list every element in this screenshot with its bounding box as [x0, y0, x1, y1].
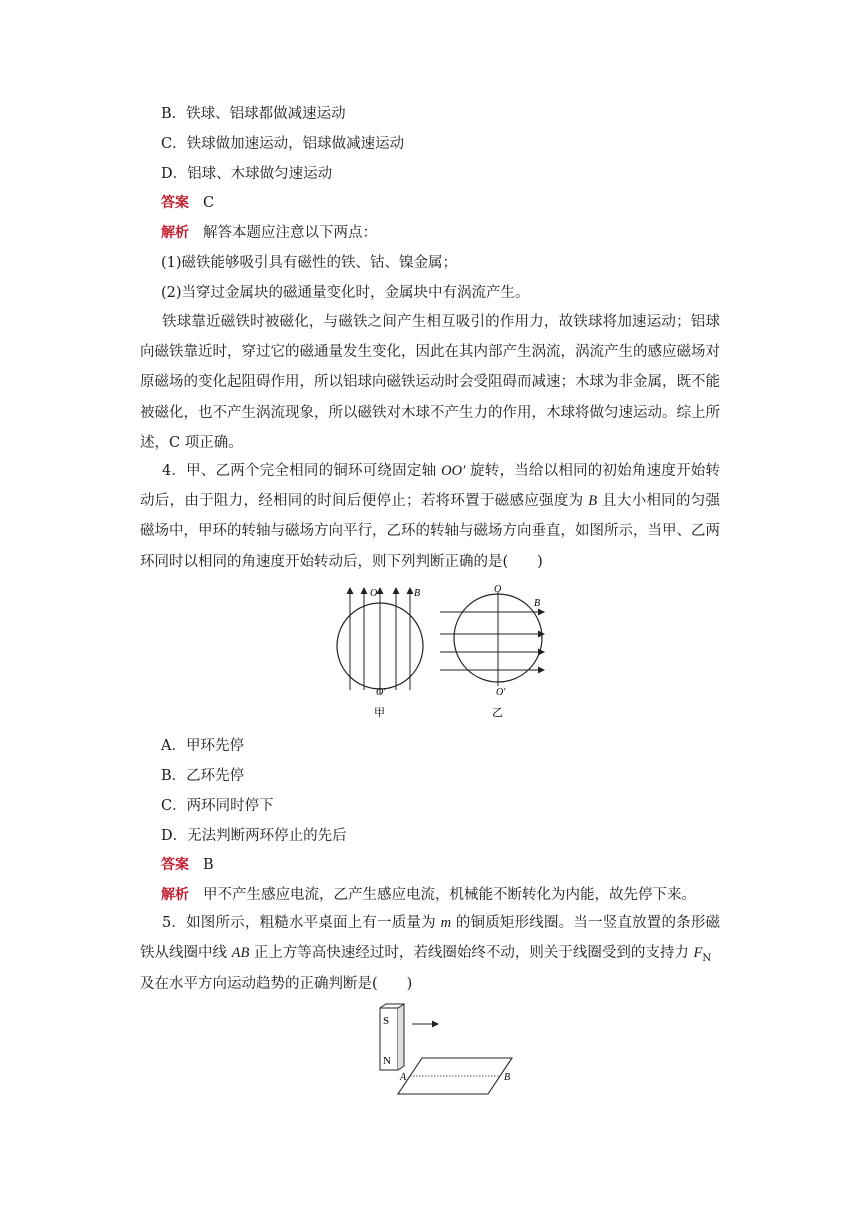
answer-value: C: [203, 195, 215, 211]
answer-value: B: [203, 857, 214, 873]
answer-label: 答案: [161, 857, 189, 873]
label-b-right: B: [534, 598, 541, 609]
q4-option-b: B．乙环先停: [161, 768, 245, 784]
q3-point-1: (1)磁铁能够吸引具有磁性的铁、钴、镍金属；: [161, 255, 458, 271]
label-n: N: [383, 1055, 391, 1067]
q4-option-d: D．无法判断两环停止的先后: [161, 828, 347, 844]
q5-stem: 5．如图所示，粗糙水平桌面上有一质量为 m 的铜质矩形线圈。当一竖直放置的条形磁铁从线圈中线 AB 正上方等高快速经过时，若线圈始终不动，则关于线圈受到的支持力 $F_N$: [140, 915, 720, 965]
label-b-left: B: [414, 588, 421, 599]
label-o-right: O: [494, 584, 502, 595]
force-fn: F: [693, 945, 703, 962]
label-a: A: [400, 1072, 407, 1083]
q4-answer: [161, 855, 214, 875]
label-o-prime-left: O′: [376, 687, 386, 698]
q3-option-b: B．铁球、铝球都做减速运动: [161, 106, 346, 122]
q4-stem: 4．甲、乙两个完全相同的铜环可绕固定轴 OO′ 旋转，当给以相同的初始角速度开始转动后，由于阻力，经相同的时间后便停止；若将环置于磁感应强度为 B 且大小相同的匀强磁场中，甲环的转轴与磁场方向平行，乙环的转轴与磁场方向垂直，如图所示，当甲、乙两环同时以相同的角速度开始转动后，则下列判断正确的是( ): [140, 463, 721, 570]
caption-yi: 乙: [492, 707, 503, 719]
analysis-label: 解析: [161, 887, 189, 903]
label-s: S: [383, 1015, 390, 1027]
q3-option-d: D．铝球、木球做匀速运动: [161, 166, 333, 182]
q3-point-2: (2)当穿过金属块的磁通量变化时，金属块中有涡流产生。: [161, 285, 530, 301]
q5-stem-end: 及在水平方向运动趋势的正确判断是( ): [140, 976, 413, 992]
q3-answer: [161, 193, 214, 213]
q3-explanation: 铁球靠近磁铁时被磁化，与磁铁之间产生相互吸引的作用力，故铁球将加速运动；铝球向磁铁靠近时，穿过它的磁通量发生变化，因此在其内部产生涡流，涡流产生的感应磁场对原磁场的变化起阻碍作用，所以铝球向磁铁运动时会受阻碍而减速；木球为非金属，既不能被磁化，也不产生涡流现象，所以磁铁对木球不产生力的作用，木球将做匀速运动。综上所述，C 项正确。: [140, 314, 720, 451]
field-b: B: [588, 493, 598, 510]
q4-option-a: A．甲环先停: [161, 738, 244, 754]
analysis-label: 解析: [161, 225, 189, 241]
label-o-prime-right: O′: [496, 687, 506, 698]
analysis-text: 甲不产生感应电流，乙产生感应电流，机械能不断转化为内能，故先停下来。: [203, 887, 696, 903]
q3-option-c: C．铁球做加速运动，铝球做减速运动: [161, 136, 405, 152]
label-o-left: O: [370, 588, 378, 599]
ring-yi: [440, 584, 544, 719]
caption-jia: 甲: [374, 707, 385, 719]
q4-figure: [326, 578, 566, 724]
mass-m: m: [440, 915, 452, 931]
q4-option-c: C．两环同时停下: [161, 798, 274, 814]
label-b: B: [504, 1072, 511, 1083]
bar-magnet: [380, 1004, 404, 1070]
ring-jia: [337, 588, 423, 719]
q3-analysis: [161, 223, 377, 243]
q5-figure: [368, 1002, 522, 1106]
coil: [398, 1058, 512, 1094]
line-ab: AB: [231, 945, 250, 962]
answer-label: 答案: [161, 195, 189, 211]
q4-analysis: [161, 885, 696, 905]
analysis-intro: 解答本题应注意以下两点：: [203, 225, 377, 241]
axis-label: OO′: [441, 463, 466, 479]
